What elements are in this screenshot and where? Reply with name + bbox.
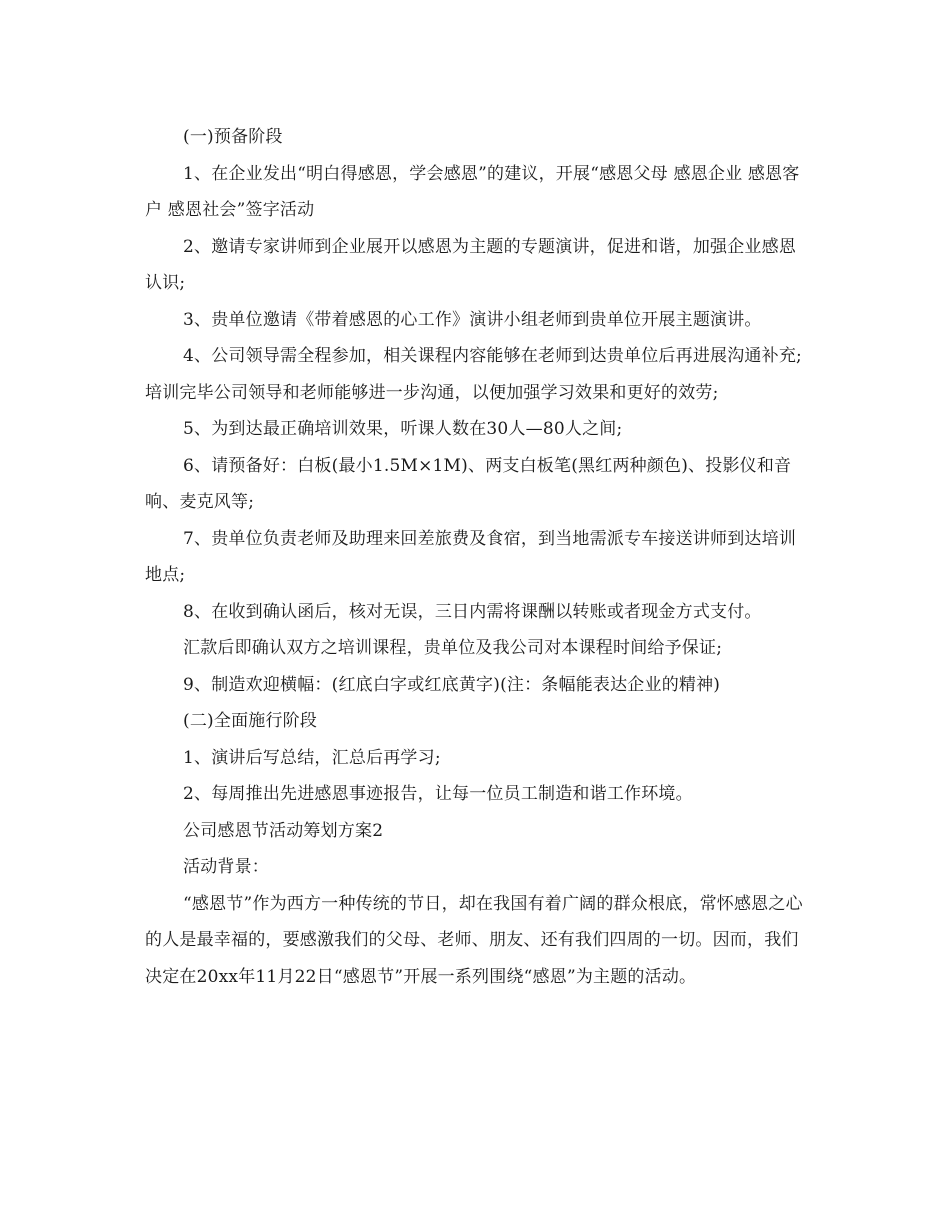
list-item: 7、贵单位负责老师及助理来回差旅费及食宿，到当地需派专车接送讲师到达培训地点; [145, 528, 797, 585]
plan-title: 公司感恩节活动筹划方案2 [183, 820, 384, 841]
document-body [145, 119, 810, 995]
list-item: 2、每周推出先进感恩事迹报告，让每一位员工制造和谐工作环境。 [183, 784, 693, 804]
list-item: 9、制造欢迎横幅：(红底白字或红底黄字)(注：条幅能表达企业的精神) [183, 674, 721, 695]
background-heading: 活动背景： [183, 857, 269, 877]
paragraph: “感恩节”作为西方一种传统的节日，却在我国有着广阔的群众根底，常怀感恩之心的人是最幸福的，要感激我们的父母、老师、朋友、还有我们四周的一切。因而，我们决定在20xx年11月22日“感恩节”开展一系列围绕“感恩”为主题的活动。 [145, 893, 803, 987]
paragraph: 汇款后即确认双方之培训课程，贵单位及我公司对本课程时间给予保证; [183, 638, 723, 658]
list-item: 1、在企业发出“明白得感恩，学会感恩”的建议，开展“感恩父母 感恩企业 感恩客户 感恩社会”签字活动 [145, 163, 800, 220]
list-item: 4、公司领导需全程参加，相关课程内容能够在老师到达贵单位后再进展沟通补充;培训完毕公司领导和老师能够进一步沟通，以便加强学习效果和更好的效劳; [145, 346, 802, 403]
section-heading-preparation: (一)预备阶段 [183, 127, 283, 147]
list-item: 5、为到达最正确培训效果，听课人数在30人—80人之间; [183, 419, 623, 439]
list-item: 6、请预备好：白板(最小1.5M×1M)、两支白板笔(黑红两种颜色)、投影仪和音响、麦克风等; [145, 455, 792, 512]
list-item: 2、邀请专家讲师到企业展开以感恩为主题的专题演讲，促进和谐，加强企业感恩认识; [145, 236, 797, 293]
section-heading-implementation: (二)全面施行阶段 [183, 711, 318, 731]
list-item: 1、演讲后写总结，汇总后再学习; [183, 747, 441, 768]
list-item: 3、贵单位邀请《带着感恩的心工作》演讲小组老师到贵单位开展主题演讲。 [183, 309, 762, 330]
list-item: 8、在收到确认函后，核对无误，三日内需将课酬以转账或者现金方式支付。 [183, 601, 762, 622]
